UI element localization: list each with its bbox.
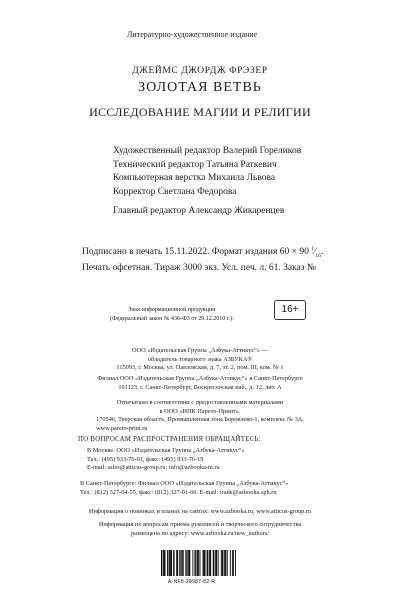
printer-line: 170546, Тверская область, Промышленная зона Боровлево-1, комплекс № 3А. — [96, 416, 304, 424]
barcode-bar — [179, 550, 180, 576]
barcode-bar — [161, 550, 162, 576]
barcode-bar — [163, 550, 164, 576]
barcode-bar — [200, 550, 201, 576]
barcode-bar — [235, 550, 236, 576]
info-sign-line1: Знак информационной продукции — [128, 307, 216, 313]
distribution-line: В Санкт-Петербурге: Филиал ООО «Издательская Группа „Азбука-Аттикус“» — [80, 480, 289, 487]
print-info-line2: Печать офсетная. Тираж 3000 экз. Усл. печ. л. 61. Заказ № — [82, 263, 316, 274]
credit-tech-editor: Технический редактор Татьяна Раткевич — [113, 159, 277, 170]
barcode-bar — [192, 550, 193, 576]
barcode-bar — [221, 550, 222, 576]
distribution-moscow — [87, 447, 244, 473]
barcode-bar — [173, 550, 174, 576]
barcode-bar — [197, 550, 198, 576]
barcode-bar — [210, 550, 211, 576]
barcode-bar — [230, 550, 231, 576]
barcode-bar — [196, 550, 197, 576]
printer-line: Отпечатано в соответствии с предоставленными материалами — [116, 399, 284, 406]
barcode-bar — [233, 550, 234, 576]
printer-url: www.pareto-print.ru — [96, 424, 148, 432]
print-line1-end: . — [321, 247, 324, 258]
barcode-bar — [224, 550, 225, 576]
barcode-bar — [218, 550, 219, 576]
barcode-bar — [164, 550, 165, 576]
credits-list — [113, 145, 301, 219]
distribution-line: E-mail: sales@atticus-group.ru; info@azbooka-m.ru — [87, 464, 220, 472]
barcode-bar — [187, 550, 188, 576]
branch-line: Филиал ООО «Издательская Группа „Азбука-Аттикус“» в Санкт-Петербурге — [97, 375, 303, 382]
branch-line: 191123, г. Санкт-Петербург, Воскресенская наб., д. 12, лит. А — [118, 383, 282, 391]
print-info — [82, 243, 323, 274]
barcode-bar — [169, 550, 170, 576]
print-info-line1: Подписано в печать 15.11.2022. Формат издания 60 × 90 $^1⁄_{16}$. — [82, 246, 324, 260]
info-sign-line2: (Федеральный закон № 436-ФЗ от 29.12.2010 г.): — [110, 316, 234, 322]
barcode-bar — [203, 550, 204, 576]
barcode-bar — [216, 550, 217, 576]
publisher-block — [0, 347, 400, 373]
barcode-bar — [207, 550, 208, 576]
barcode-bar — [185, 550, 186, 576]
barcode-bar — [205, 550, 206, 576]
barcode-bar — [222, 550, 223, 576]
printer-block — [0, 399, 400, 433]
genre-label: Литературно-художественное издание — [127, 30, 258, 39]
barcode-bar — [189, 550, 190, 576]
distribution-spb — [80, 480, 288, 497]
barcode-bar — [171, 550, 172, 576]
printer-line: в ООО «ИПК Парето-Принт». — [159, 407, 241, 415]
barcode-bar — [194, 550, 195, 576]
manuscripts-line: Информация по вопросам приема рукописей и творческого сотрудничества — [98, 521, 302, 528]
distribution-line: Тел.: (495) 933-76-01, факс: (495) 933-76-19 — [87, 455, 204, 463]
branch-block — [0, 375, 400, 392]
format-denominator: 16 — [315, 253, 322, 260]
credit-chief-editor: Главный редактор Александр Жикаренцев — [113, 206, 285, 216]
credit-layout: Компьютерная верстка Михаила Львова — [113, 173, 276, 183]
format-numerator: 1 — [311, 246, 314, 252]
info-sign-block — [110, 306, 234, 324]
book-title: ЗОЛОТАЯ ВЕТВЬ — [138, 80, 262, 95]
publisher-line: 115093, г. Москва, ул. Павловская, д. 7, эт. 2, пом. III, ком. № 1 — [116, 364, 284, 372]
book-subtitle: ИССЛЕДОВАНИЕ МАГИИ И РЕЛИГИИ — [89, 105, 311, 119]
print-format-text: Подписано в печать 15.11.2022. Формат издания 60 × 90 — [82, 247, 309, 258]
barcode-bar — [227, 550, 228, 576]
barcode-bar — [215, 550, 216, 576]
distribution-line: Тел.: (812) 327-04-55, факс: (812) 327-01-60. E-mail: trade@azbooka.spb.ru — [80, 488, 277, 496]
barcode-bar — [167, 550, 168, 576]
barcode-image — [161, 550, 236, 576]
manuscripts-line: размещена по адресу: www.azbooka.ru/new_authors/ — [130, 529, 270, 537]
author-name: ДЖЕЙМС ДЖОРДЖ ФРЭЗЕР — [132, 66, 268, 76]
publisher-line: ООО «Издательская Группа „Азбука-Аттикус“» — — [132, 347, 268, 354]
barcode-bar — [225, 550, 226, 576]
barcode-bar — [181, 550, 182, 576]
distribution-line: В Москве: ООО «Издательская Группа „Азбука-Аттикус“» — [87, 447, 245, 454]
printer-lines — [96, 399, 304, 433]
credit-proofreader: Корректор Светлана Федорова — [113, 186, 237, 197]
barcode-bar — [182, 550, 183, 576]
barcode-number: A-NF8-28987-82-R — [168, 579, 216, 585]
barcode-bar — [177, 550, 178, 576]
manuscripts-info — [0, 521, 400, 538]
news-info: Информация о новинках и планах на сайтах: www.azbooka.ru, www.atticus-group.ru — [88, 508, 312, 515]
barcode-bar — [213, 550, 214, 576]
age-rating-badge: 16+ — [274, 300, 306, 320]
distribution-heading: ПО ВОПРОСАМ РАСПРОСТРАНЕНИЯ ОБРАЩАЙТЕСЬ: — [78, 436, 261, 443]
barcode-bar — [232, 550, 233, 576]
credit-art-editor: Художественный редактор Валерий Гореликов — [113, 146, 302, 156]
barcode-bar — [209, 550, 210, 576]
publisher-line: обладатель товарного знака АЗБУКА® — [147, 355, 253, 363]
